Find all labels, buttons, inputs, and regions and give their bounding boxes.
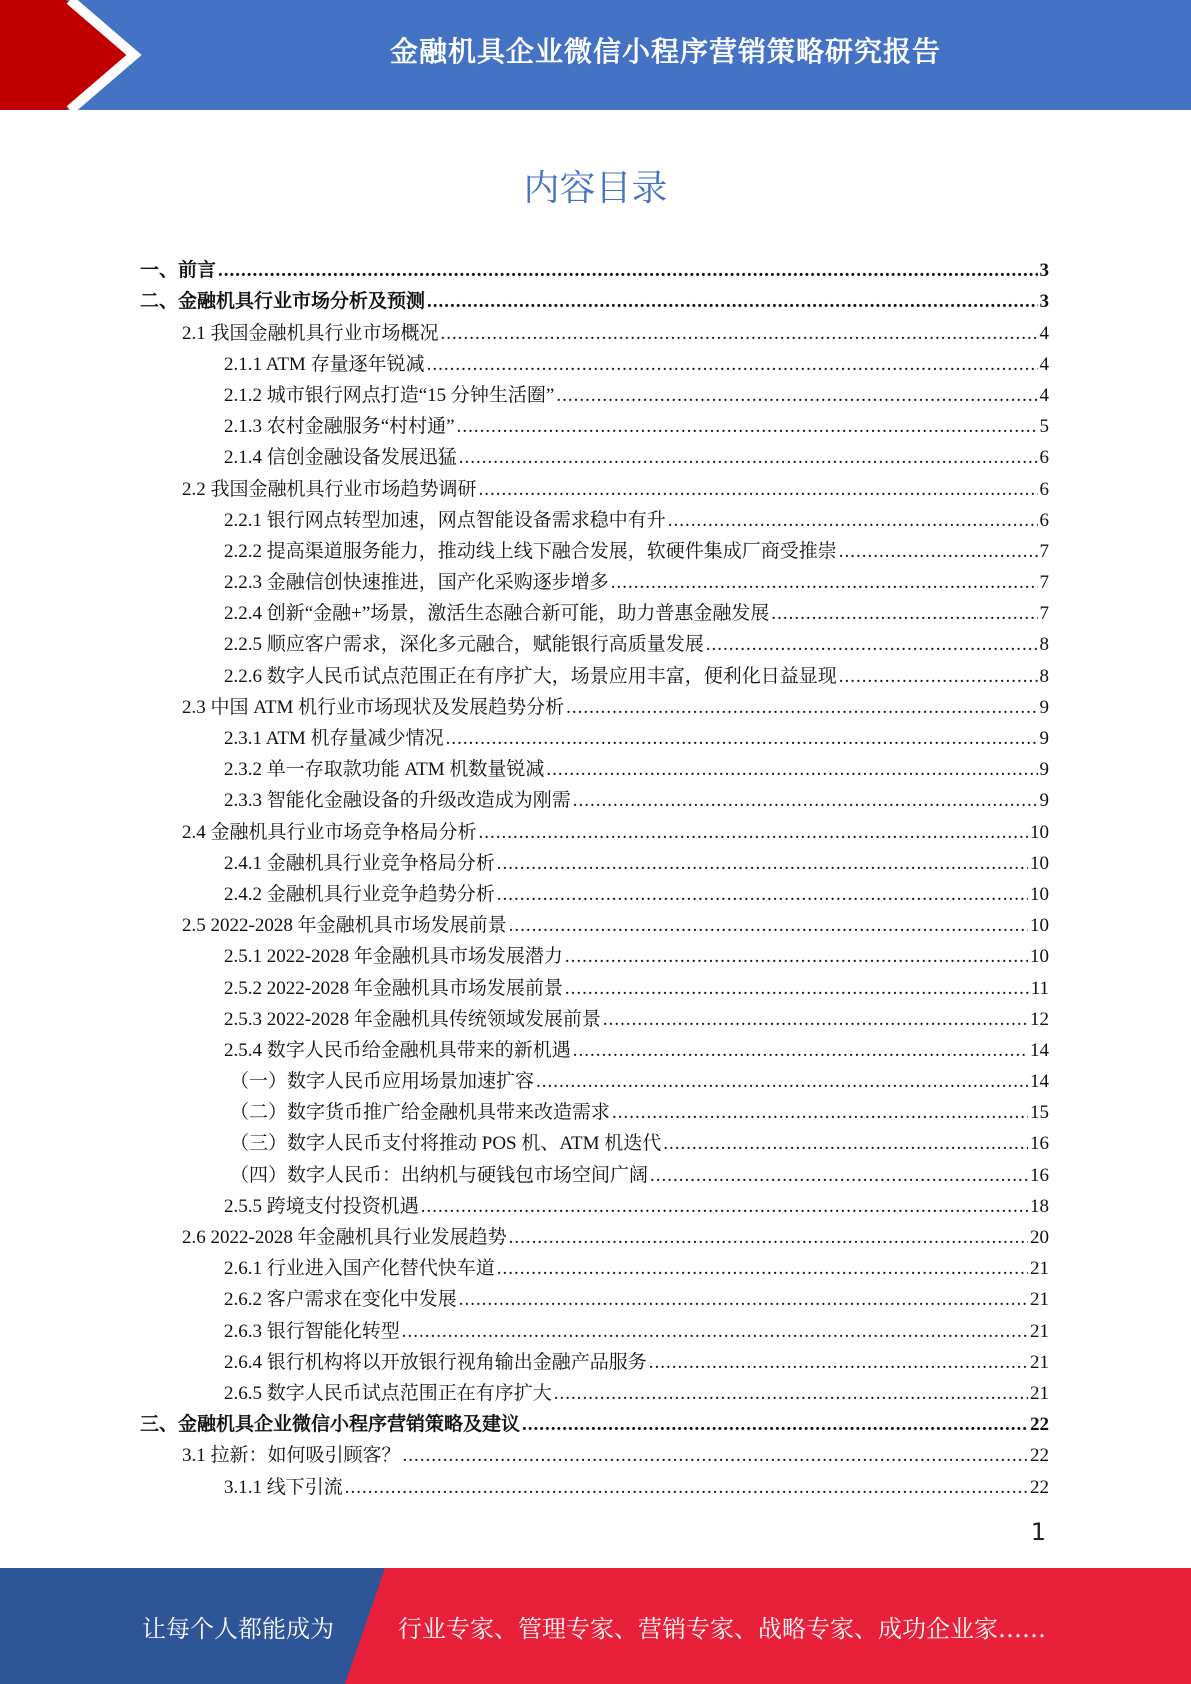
toc-entry-title: 2.5.2 2022-2028 年金融机具市场发展前景 — [224, 977, 563, 999]
header-arrow-graphic — [0, 0, 160, 110]
dot-leader — [459, 446, 1038, 470]
toc-entry-title: （四）数字人民币：出纳机与硬钱包市场空间广阔 — [230, 1164, 649, 1186]
toc-entry-page: 8 — [1039, 634, 1049, 656]
dot-leader — [427, 290, 1037, 314]
toc-entry[interactable] — [140, 1094, 1049, 1125]
toc-entry[interactable] — [140, 1406, 1049, 1437]
toc-entry[interactable] — [140, 502, 1049, 533]
toc-entry[interactable] — [140, 533, 1049, 564]
toc-entry-page: 9 — [1039, 759, 1049, 781]
toc-entry[interactable] — [140, 845, 1049, 876]
toc-entry-title: 二、金融机具行业市场分析及预测 — [140, 291, 426, 313]
footer-slogan-right: 行业专家、管理专家、营销专家、战略专家、成功企业家…… — [398, 1614, 1046, 1643]
dot-leader — [441, 322, 1038, 346]
dot-leader — [839, 540, 1038, 564]
toc-entry[interactable] — [140, 720, 1049, 751]
dot-leader — [446, 727, 1038, 751]
toc-entry-page: 9 — [1039, 790, 1049, 812]
toc-entry-page: 5 — [1039, 416, 1049, 438]
toc-entry-title: 2.2.1 银行网点转型加速，网点智能设备需求稳中有升 — [224, 509, 666, 531]
toc-entry-title: 2.6 2022-2028 年金融机具行业发展趋势 — [182, 1227, 507, 1248]
toc-entry[interactable] — [140, 564, 1049, 595]
toc-entry-page: 14 — [1030, 1039, 1049, 1061]
toc-entry[interactable] — [140, 346, 1049, 377]
page-number: 1 — [1030, 1518, 1046, 1546]
toc-entry-title: 2.2.4 创新“金融+”场景，激活生态融合新可能，助力普惠金融发展 — [224, 603, 770, 625]
toc-entry-title: 2.2.2 提高渠道服务能力，推动线上线下融合发展，软硬件集成厂商受推崇 — [224, 540, 837, 562]
table-of-contents — [140, 252, 1049, 1500]
toc-entry-page: 10 — [1030, 915, 1049, 937]
dot-leader — [663, 1132, 1028, 1156]
toc-entry-title: （三）数字人民币支付将推动 POS 机、ATM 机迭代 — [230, 1133, 662, 1155]
dot-leader — [522, 1413, 1028, 1437]
toc-entry[interactable] — [140, 1375, 1049, 1406]
toc-entry-title: 2.1.3 农村金融服务“村村通” — [224, 416, 455, 438]
dot-leader — [497, 1257, 1028, 1281]
toc-entry[interactable] — [140, 1188, 1049, 1219]
dot-leader — [839, 665, 1038, 689]
toc-entry-title: 一、前言 — [140, 260, 217, 282]
dot-leader — [402, 1320, 1028, 1344]
dot-leader — [565, 945, 1028, 969]
dot-leader — [565, 977, 1029, 1001]
footer-slogan-left: 让每个人都能成为 — [142, 1614, 334, 1643]
toc-entry-title: 2.5.1 2022-2028 年金融机具市场发展潜力 — [224, 946, 563, 968]
toc-entry-page: 8 — [1039, 665, 1049, 687]
toc-entry-title: 2.5.3 2022-2028 年金融机具传统领域发展前景 — [224, 1008, 601, 1030]
toc-entry-page: 22 — [1030, 1476, 1049, 1498]
dot-leader — [509, 1226, 1028, 1250]
toc-entry-title: 2.3.1 ATM 机存量减少情况 — [224, 728, 444, 749]
toc-entry-title: 2.2.5 顺应客户需求，深化多元融合，赋能银行高质量发展 — [224, 634, 704, 656]
dot-leader — [403, 1444, 1028, 1468]
toc-entry-page: 3 — [1039, 291, 1049, 313]
toc-entry-title: 2.3.2 单一存取款功能 ATM 机数量锐减 — [224, 759, 545, 781]
toc-entry-page: 4 — [1039, 384, 1049, 406]
toc-entry[interactable] — [140, 1063, 1049, 1094]
header-banner — [0, 0, 1191, 110]
toc-entry-page: 18 — [1030, 1195, 1049, 1217]
toc-entry[interactable] — [140, 595, 1049, 626]
toc-entry-title: 2.1 我国金融机具行业市场概况 — [182, 322, 439, 344]
toc-entry-page: 7 — [1039, 603, 1049, 625]
toc-entry-title: 2.3.3 智能化金融设备的升级改造成为刚需 — [224, 790, 571, 812]
toc-entry[interactable] — [140, 1032, 1049, 1063]
toc-entry-page: 6 — [1039, 509, 1049, 531]
toc-entry[interactable] — [140, 408, 1049, 439]
dot-leader — [345, 1476, 1028, 1500]
toc-entry-page: 14 — [1030, 1071, 1049, 1093]
dot-leader — [554, 1382, 1028, 1406]
dot-leader — [218, 259, 1037, 283]
toc-entry-title: 2.6.2 客户需求在变化中发展 — [224, 1289, 457, 1311]
toc-entry-page: 4 — [1039, 353, 1049, 375]
dot-leader — [421, 1195, 1028, 1219]
toc-entry[interactable] — [140, 626, 1049, 657]
toc-entry-page: 11 — [1030, 977, 1049, 999]
toc-entry-title: 2.4.2 金融机具行业竞争趋势分析 — [224, 883, 495, 905]
dot-leader — [479, 821, 1028, 845]
toc-entry-page: 4 — [1039, 322, 1049, 344]
toc-entry[interactable] — [140, 969, 1049, 1000]
toc-entry-title: 2.1.4 信创金融设备发展迅猛 — [224, 447, 457, 469]
dot-leader — [650, 1164, 1028, 1188]
toc-entry-page: 6 — [1039, 447, 1049, 469]
dot-leader — [771, 602, 1037, 626]
toc-entry[interactable] — [140, 470, 1049, 501]
dot-leader — [536, 1070, 1028, 1094]
toc-entry[interactable] — [140, 1156, 1049, 1187]
toc-entry-page: 16 — [1030, 1164, 1049, 1186]
toc-entry-page: 22 — [1030, 1414, 1049, 1436]
toc-entry-page: 21 — [1030, 1289, 1049, 1311]
toc-entry[interactable] — [140, 876, 1049, 907]
toc-entry-page: 6 — [1039, 478, 1049, 500]
dot-leader — [611, 571, 1038, 595]
toc-entry[interactable] — [140, 1219, 1049, 1250]
toc-entry-page: 10 — [1030, 883, 1049, 905]
toc-entry[interactable] — [140, 657, 1049, 688]
toc-entry[interactable] — [140, 1468, 1049, 1499]
toc-entry-page: 7 — [1039, 572, 1049, 594]
toc-entry-title: 2.6.1 行业进入国产化替代快车道 — [224, 1258, 495, 1280]
toc-entry[interactable] — [140, 252, 1049, 283]
toc-entry[interactable] — [140, 1250, 1049, 1281]
dot-leader — [573, 1039, 1028, 1063]
toc-entry-title: 2.5.5 跨境支付投资机遇 — [224, 1195, 419, 1217]
toc-entry-title: 2.6.4 银行机构将以开放银行视角输出金融产品服务 — [224, 1351, 647, 1373]
report-title: 金融机具企业微信小程序营销策略研究报告 — [389, 35, 941, 68]
toc-entry-title: 2.6.5 数字人民币试点范围正在有序扩大 — [224, 1382, 552, 1404]
toc-entry[interactable] — [140, 314, 1049, 345]
dot-leader — [612, 1101, 1028, 1125]
toc-entry-title: （一）数字人民币应用场景加速扩容 — [230, 1071, 535, 1093]
toc-entry-page: 12 — [1030, 1008, 1049, 1030]
toc-entry-page: 10 — [1030, 821, 1049, 843]
toc-entry[interactable] — [140, 1437, 1049, 1468]
toc-entry-title: 2.4 金融机具行业市场竞争格局分析 — [182, 821, 477, 843]
toc-entry[interactable] — [140, 1125, 1049, 1156]
toc-entry[interactable] — [140, 782, 1049, 813]
dot-leader — [457, 415, 1038, 439]
toc-entry-page: 15 — [1030, 1102, 1049, 1124]
dot-leader — [566, 696, 1037, 720]
toc-entry[interactable] — [140, 1344, 1049, 1375]
toc-entry-title: 3.1 拉新：如何吸引顾客？ — [182, 1445, 401, 1467]
toc-entry[interactable] — [140, 907, 1049, 938]
toc-entry-page: 9 — [1039, 696, 1049, 718]
toc-entry-page: 22 — [1030, 1445, 1049, 1467]
toc-entry-page: 9 — [1039, 728, 1049, 749]
toc-entry-title: 2.5 2022-2028 年金融机具市场发展前景 — [182, 915, 507, 937]
toc-entry-page: 21 — [1030, 1351, 1049, 1373]
toc-entry-page: 20 — [1030, 1227, 1049, 1248]
dot-leader — [497, 883, 1028, 907]
dot-leader — [509, 914, 1028, 938]
toc-entry-title: 2.3 中国 ATM 机行业市场现状及发展趋势分析 — [182, 696, 565, 718]
dot-leader — [603, 1008, 1028, 1032]
toc-entry[interactable] — [140, 1001, 1049, 1032]
toc-entry[interactable] — [140, 1281, 1049, 1312]
dot-leader — [668, 509, 1038, 533]
dot-leader — [649, 1351, 1028, 1375]
toc-entry-title: 2.2.3 金融信创快速推进，国产化采购逐步增多 — [224, 572, 609, 594]
dot-leader — [706, 633, 1038, 657]
toc-heading: 内容目录 — [523, 168, 668, 209]
toc-entry-title: 2.1.1 ATM 存量逐年锐减 — [224, 353, 425, 375]
toc-entry[interactable] — [140, 439, 1049, 470]
dot-leader — [556, 384, 1037, 408]
toc-entry[interactable] — [140, 813, 1049, 844]
toc-entry-title: 2.5.4 数字人民币给金融机具带来的新机遇 — [224, 1039, 571, 1061]
toc-entry[interactable] — [140, 283, 1049, 314]
toc-entry[interactable] — [140, 377, 1049, 408]
dot-leader — [546, 758, 1037, 782]
toc-entry[interactable] — [140, 938, 1049, 969]
dot-leader — [427, 353, 1038, 377]
toc-entry-title: 2.6.3 银行智能化转型 — [224, 1320, 400, 1342]
toc-entry[interactable] — [140, 1312, 1049, 1343]
toc-entry-page: 10 — [1030, 852, 1049, 874]
toc-entry-title: 2.1.2 城市银行网点打造“15 分钟生活圈” — [224, 384, 555, 406]
dot-leader — [459, 1288, 1028, 1312]
toc-entry-title: （二）数字货币推广给金融机具带来改造需求 — [230, 1102, 611, 1124]
toc-entry[interactable] — [140, 689, 1049, 720]
toc-entry-title: 2.2 我国金融机具行业市场趋势调研 — [182, 478, 477, 500]
dot-leader — [573, 789, 1038, 813]
dot-leader — [479, 478, 1038, 502]
dot-leader — [497, 852, 1028, 876]
toc-entry-page: 21 — [1030, 1320, 1049, 1342]
toc-entry-page: 21 — [1030, 1382, 1049, 1404]
toc-entry[interactable] — [140, 751, 1049, 782]
toc-entry-page: 3 — [1039, 260, 1049, 282]
toc-entry-title: 2.4.1 金融机具行业竞争格局分析 — [224, 852, 495, 874]
toc-entry-page: 10 — [1030, 946, 1049, 968]
toc-entry-page: 7 — [1039, 540, 1049, 562]
toc-entry-page: 16 — [1030, 1133, 1049, 1155]
toc-entry-title: 三、金融机具企业微信小程序营销策略及建议 — [140, 1414, 521, 1436]
toc-entry-title: 2.2.6 数字人民币试点范围正在有序扩大，场景应用丰富，便利化日益显现 — [224, 665, 837, 687]
footer-banner — [0, 1568, 1191, 1684]
toc-entry-page: 21 — [1030, 1258, 1049, 1280]
toc-entry-title: 3.1.1 线下引流 — [224, 1476, 343, 1498]
